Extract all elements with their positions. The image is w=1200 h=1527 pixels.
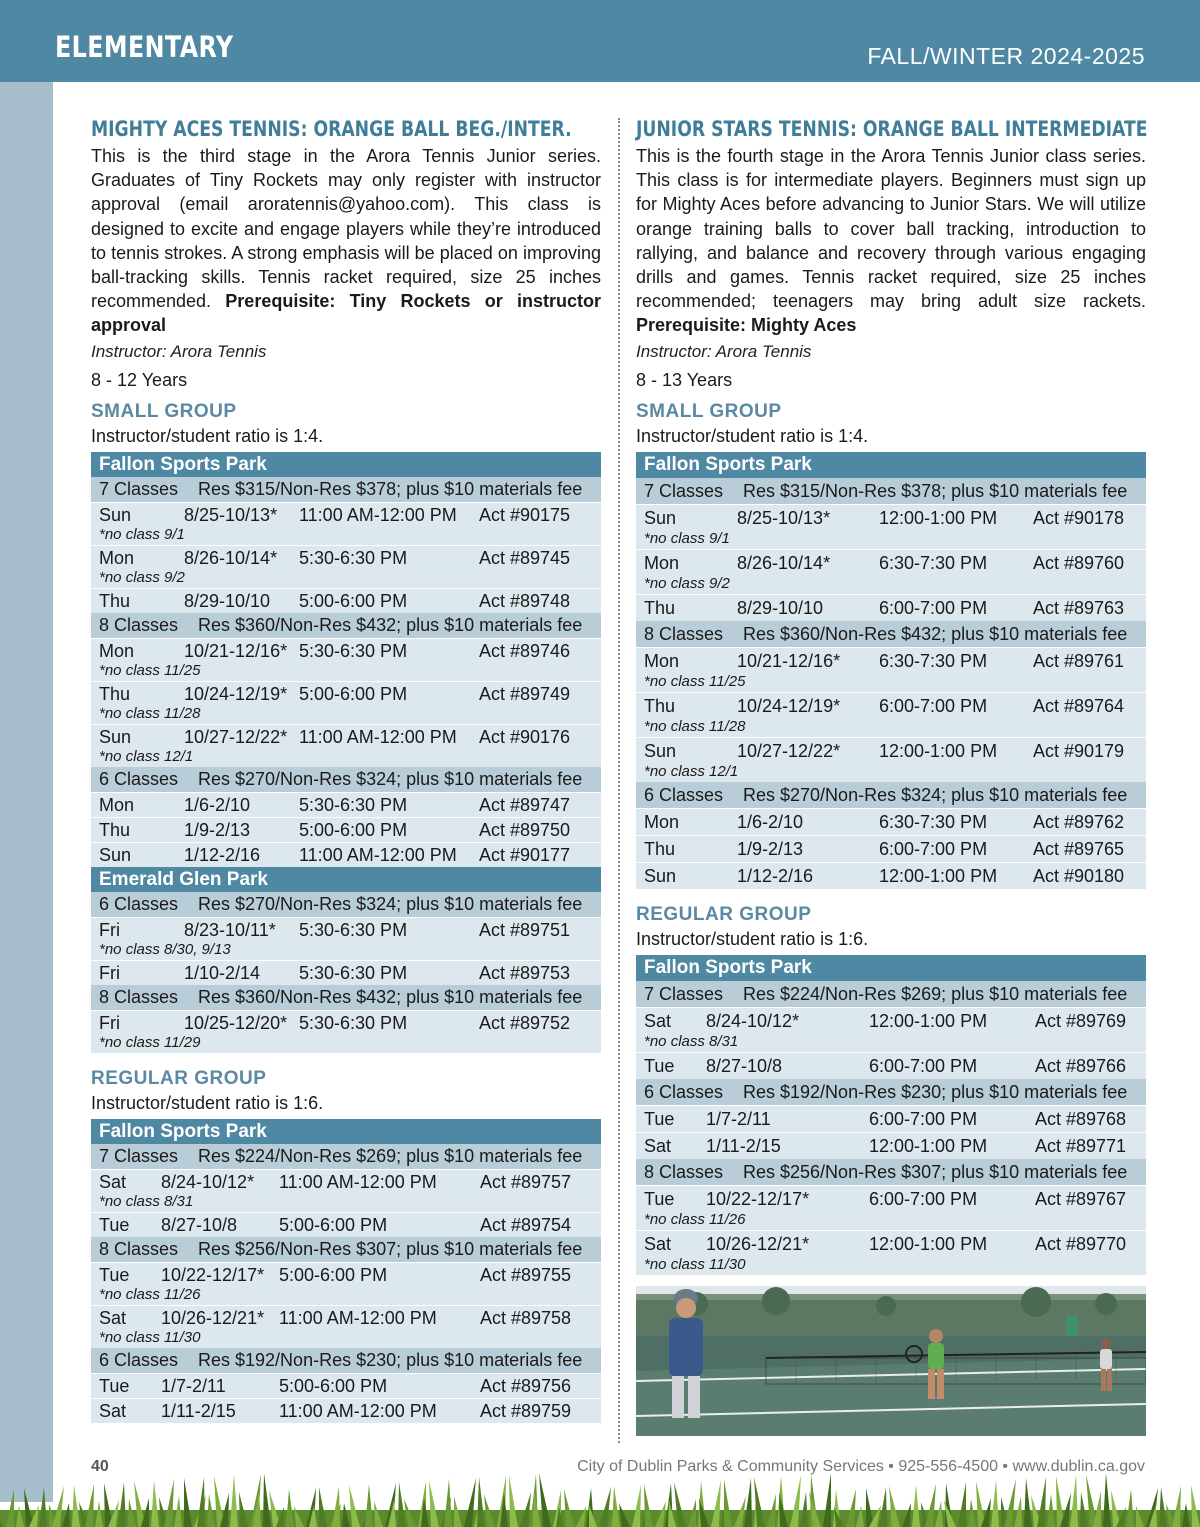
cell-day: Sun: [644, 740, 677, 761]
cell-time: 12:00-1:00 PM: [869, 1010, 988, 1031]
page-number: 40: [91, 1458, 109, 1475]
cell-act: Act #89762: [1033, 811, 1125, 832]
row-main: [644, 809, 1146, 835]
no-class-note: *no class 11/25: [99, 661, 201, 679]
regular-group-ratio: Instructor/student ratio is 1:6.: [636, 928, 869, 949]
row-main: [99, 1011, 601, 1035]
class-count: 6 Classes: [644, 1081, 724, 1102]
cell-dates: 10/22-12/17*: [706, 1188, 810, 1209]
cell-time: 6:30-7:30 PM: [879, 552, 988, 573]
cell-time: 5:00-6:00 PM: [299, 683, 408, 704]
class-count: 7 Classes: [644, 480, 724, 501]
table-row: [91, 638, 601, 681]
fee-band: [91, 477, 601, 502]
table-row: [91, 681, 601, 724]
fee-band: [91, 1144, 601, 1169]
cell-dates: 8/27-10/8: [161, 1214, 238, 1235]
cell-time: 6:00-7:00 PM: [869, 1055, 978, 1076]
cell-dates: 8/26-10/14*: [737, 552, 831, 573]
row-main: [99, 1399, 601, 1423]
cell-dates: 8/29-10/10: [737, 597, 824, 618]
cell-act: Act #90178: [1033, 507, 1125, 528]
table-row: [636, 549, 1146, 594]
cell-day: Thu: [99, 590, 131, 611]
schedule-table: [91, 1119, 601, 1423]
cell-time: 12:00-1:00 PM: [869, 1233, 988, 1254]
instructor: Instructor: Arora Tennis: [636, 341, 812, 361]
table-row: [91, 1262, 601, 1305]
cell-dates: 8/26-10/14*: [184, 547, 278, 568]
small-group-heading: SMALL GROUP: [636, 400, 782, 422]
cell-act: Act #90175: [479, 504, 571, 525]
cell-time: 11:00 AM-12:00 PM: [299, 726, 457, 747]
park-header: Fallon Sports Park: [91, 1119, 601, 1144]
cell-dates: 10/24-12/19*: [737, 695, 841, 716]
cell-act: Act #89761: [1033, 650, 1125, 671]
no-class-note: *no class 9/1: [99, 525, 185, 543]
small-group-heading: SMALL GROUP: [91, 400, 237, 422]
table-row: [636, 594, 1146, 621]
cell-act: Act #89770: [1035, 1233, 1127, 1254]
regular-group-ratio: Instructor/student ratio is 1:6.: [91, 1092, 324, 1113]
row-main: [644, 1186, 1146, 1212]
row-main: [644, 595, 1146, 621]
tennis-court-photo: [636, 1286, 1146, 1436]
cell-time: 11:00 AM-12:00 PM: [299, 504, 457, 525]
class-count: 7 Classes: [99, 1145, 179, 1166]
table-row: [91, 588, 601, 613]
left-column: [91, 115, 601, 1423]
cell-dates: 1/7-2/11: [706, 1108, 771, 1129]
course-description: This is the fourth stage in the Arora Tennis Junior class series. This class is for intermediate players. Beginners must sign up for Mighty Aces before advancing to Junior Stars. We will utilize orange training balls to cover ball tracking, introduction to rallying, and balance and recovery through various engaging drills and games. Tennis racket required, size 25 inches recommended; teenagers may bring adult size rackets. Prerequisite: Mighty Aces: [636, 146, 1146, 336]
section-title: ELEMENTARY: [55, 30, 234, 64]
fee-band: [91, 1348, 601, 1373]
cell-time: 11:00 AM-12:00 PM: [279, 1400, 437, 1421]
row-main: [644, 693, 1146, 719]
no-class-note: *no class 11/25: [644, 672, 746, 690]
row-main: [644, 505, 1146, 531]
cell-day: Tue: [644, 1108, 675, 1129]
cell-day: Thu: [644, 695, 676, 716]
row-main: [644, 648, 1146, 674]
cell-day: Sun: [99, 504, 132, 525]
small-group-ratio: Instructor/student ratio is 1:4.: [91, 425, 324, 446]
fee-band: [91, 1237, 601, 1262]
cell-time: 12:00-1:00 PM: [879, 507, 998, 528]
column-divider: [618, 118, 620, 1443]
table-row: [636, 504, 1146, 549]
cell-day: Sat: [99, 1307, 127, 1328]
cell-day: Fri: [99, 1012, 120, 1033]
fee-band: [636, 621, 1146, 647]
cell-dates: 1/11-2/15: [161, 1400, 236, 1421]
table-row: [91, 1373, 601, 1398]
no-class-note: *no class 8/30, 9/13: [99, 940, 231, 958]
cell-day: Sun: [644, 507, 677, 528]
row-main: [99, 503, 601, 527]
cell-act: Act #89771: [1035, 1135, 1127, 1156]
cell-dates: 10/27-12/22*: [184, 726, 288, 747]
fee-text: Res $270/Non-Res $324; plus $10 materials fee: [198, 893, 583, 914]
cell-dates: 8/27-10/8: [706, 1055, 783, 1076]
cell-dates: 1/7-2/11: [161, 1375, 226, 1396]
cell-dates: 1/6-2/10: [737, 811, 804, 832]
cell-time: 6:30-7:30 PM: [879, 650, 988, 671]
row-main: [644, 1053, 1146, 1079]
class-count: 8 Classes: [644, 623, 724, 644]
class-count: 8 Classes: [99, 614, 179, 635]
table-row: [636, 808, 1146, 835]
cell-time: 6:00-7:00 PM: [879, 695, 988, 716]
cell-dates: 8/24-10/12*: [706, 1010, 800, 1031]
row-main: [644, 1133, 1146, 1159]
no-class-note: *no class 11/28: [644, 717, 746, 735]
fee-text: Res $224/Non-Res $269; plus $10 materials fee: [743, 983, 1128, 1004]
no-class-note: *no class 9/2: [99, 568, 185, 586]
cell-day: Thu: [644, 597, 676, 618]
fee-band: [636, 981, 1146, 1007]
cell-day: Mon: [99, 640, 135, 661]
season-label: FALL/WINTER 2024-2025: [867, 43, 1145, 69]
cell-act: Act #90177: [479, 844, 571, 865]
cell-act: Act #89755: [480, 1264, 572, 1285]
table-row: [91, 960, 601, 985]
right-column: [636, 115, 1146, 1275]
table-row: [91, 792, 601, 817]
course-description: This is the third stage in the Arora Tennis Junior series. Graduates of Tiny Rockets may only register with instructor approval (email aroratennis@yahoo.com). This class is designed to excite and engage players while they’re introduced to tennis strokes. A strong emphasis will be placed on improving ball-tracking skills. Tennis racket required, size 25 inches recommended. Prerequisite: Tiny Rockets or instructor approval: [91, 146, 601, 336]
fee-text: Res $192/Non-Res $230; plus $10 materials fee: [743, 1081, 1128, 1102]
fee-band: [91, 613, 601, 638]
cell-day: Mon: [99, 794, 135, 815]
table-row: [91, 917, 601, 960]
row-main: [99, 589, 601, 613]
cell-time: 5:00-6:00 PM: [299, 819, 408, 840]
row-main: [644, 1231, 1146, 1257]
row-main: [99, 961, 601, 985]
cell-act: Act #90180: [1033, 865, 1125, 886]
cell-day: Sat: [99, 1171, 127, 1192]
cell-dates: 10/21-12/16*: [184, 640, 288, 661]
cell-dates: 1/9-2/13: [184, 819, 251, 840]
row-main: [99, 1263, 601, 1287]
cell-day: Mon: [644, 650, 680, 671]
cell-act: Act #89758: [480, 1307, 572, 1328]
no-class-note: *no class 11/28: [99, 704, 201, 722]
cell-act: Act #89750: [479, 819, 571, 840]
cell-day: Tue: [99, 1375, 130, 1396]
row-main: [99, 1170, 601, 1194]
row-main: [99, 843, 601, 867]
no-class-note: *no class 11/30: [99, 1328, 201, 1346]
cell-time: 6:00-7:00 PM: [879, 597, 988, 618]
no-class-note: *no class 12/1: [99, 747, 194, 765]
course-title: MIGHTY ACES TENNIS: ORANGE BALL BEG./INTER.: [91, 117, 572, 141]
tennis-photo-illustration: [636, 1286, 1146, 1436]
cell-act: Act #89751: [479, 919, 571, 940]
cell-dates: 1/11-2/15: [706, 1135, 781, 1156]
fee-band: [636, 1079, 1146, 1105]
cell-time: 5:30-6:30 PM: [299, 962, 408, 983]
row-main: [644, 863, 1146, 889]
cell-day: Sun: [99, 844, 132, 865]
instructor: Instructor: Arora Tennis: [91, 341, 267, 361]
cell-time: 12:00-1:00 PM: [879, 865, 998, 886]
cell-time: 6:00-7:00 PM: [869, 1108, 978, 1129]
left-sidebar-strip: [0, 82, 53, 1502]
cell-day: Tue: [99, 1214, 130, 1235]
regular-group-heading: REGULAR GROUP: [91, 1067, 267, 1089]
cell-dates: 1/10-2/14: [184, 962, 261, 983]
row-main: [99, 1306, 601, 1330]
fee-text: Res $315/Non-Res $378; plus $10 materials fee: [198, 478, 583, 499]
table-row: [636, 1052, 1146, 1079]
cell-act: Act #89753: [479, 962, 571, 983]
cell-day: Fri: [99, 962, 120, 983]
cell-dates: 10/26-12/21*: [706, 1233, 810, 1254]
cell-dates: 10/22-12/17*: [161, 1264, 265, 1285]
table-row: [91, 817, 601, 842]
cell-day: Sun: [99, 726, 132, 747]
grass-decoration: [0, 1470, 1200, 1527]
cell-act: Act #89763: [1033, 597, 1125, 618]
fee-band: [91, 892, 601, 917]
cell-act: Act #89747: [479, 794, 571, 815]
cell-act: Act #90176: [479, 726, 571, 747]
cell-dates: 1/12-2/16: [184, 844, 261, 865]
class-count: 6 Classes: [99, 768, 179, 789]
row-main: [99, 1213, 601, 1237]
class-count: 6 Classes: [99, 893, 179, 914]
cell-dates: 8/25-10/13*: [184, 504, 278, 525]
park-header: Emerald Glen Park: [91, 867, 601, 892]
fee-band: [91, 767, 601, 792]
course-title: JUNIOR STARS TENNIS: ORANGE BALL INTERMEDIATE: [636, 117, 1148, 141]
row-main: [99, 818, 601, 842]
fee-text: Res $192/Non-Res $230; plus $10 materials fee: [198, 1349, 583, 1370]
schedule-table: [91, 452, 601, 1053]
fee-text: Res $256/Non-Res $307; plus $10 materials fee: [743, 1161, 1128, 1182]
cell-time: 11:00 AM-12:00 PM: [279, 1307, 437, 1328]
table-row: [636, 1105, 1146, 1132]
table-row: [91, 1169, 601, 1212]
table-row: [636, 862, 1146, 889]
no-class-note: *no class 11/26: [644, 1210, 746, 1228]
cell-dates: 8/23-10/11*: [184, 919, 276, 940]
table-row: [91, 1212, 601, 1237]
no-class-note: *no class 12/1: [644, 762, 739, 780]
cell-act: Act #89764: [1033, 695, 1125, 716]
table-row: [636, 737, 1146, 782]
regular-group-heading: REGULAR GROUP: [636, 903, 812, 925]
cell-time: 5:30-6:30 PM: [299, 1012, 408, 1033]
cell-day: Mon: [99, 547, 135, 568]
cell-day: Tue: [644, 1188, 675, 1209]
fee-band: [636, 478, 1146, 504]
fee-text: Res $270/Non-Res $324; plus $10 materials fee: [743, 784, 1128, 805]
fee-band: [636, 1159, 1146, 1185]
table-row: [636, 1230, 1146, 1275]
no-class-note: *no class 11/30: [644, 1255, 746, 1273]
cell-time: 11:00 AM-12:00 PM: [299, 844, 457, 865]
row-main: [99, 639, 601, 663]
cell-dates: 10/24-12/19*: [184, 683, 288, 704]
cell-act: Act #89765: [1033, 838, 1125, 859]
cell-act: Act #89760: [1033, 552, 1125, 573]
row-main: [644, 1106, 1146, 1132]
row-main: [644, 550, 1146, 576]
cell-act: Act #89757: [480, 1171, 572, 1192]
row-main: [99, 1374, 601, 1398]
cell-day: Thu: [644, 838, 676, 859]
table-row: [91, 842, 601, 867]
row-main: [99, 725, 601, 749]
cell-time: 11:00 AM-12:00 PM: [279, 1171, 437, 1192]
small-group-ratio: Instructor/student ratio is 1:4.: [636, 425, 869, 446]
cell-time: 5:00-6:00 PM: [299, 590, 408, 611]
cell-time: 6:30-7:30 PM: [879, 811, 988, 832]
cell-act: Act #89767: [1035, 1188, 1127, 1209]
class-count: 8 Classes: [644, 1161, 724, 1182]
table-row: [636, 1185, 1146, 1230]
row-main: [99, 546, 601, 570]
no-class-note: *no class 9/1: [644, 529, 730, 547]
class-count: 6 Classes: [644, 784, 724, 805]
cell-day: Mon: [644, 811, 680, 832]
fee-band: [636, 782, 1146, 808]
row-main: [644, 836, 1146, 862]
no-class-note: *no class 8/31: [644, 1032, 739, 1050]
age-range: 8 - 12 Years: [91, 369, 188, 390]
cell-day: Sat: [644, 1135, 672, 1156]
class-count: 8 Classes: [99, 986, 179, 1007]
class-count: 7 Classes: [99, 478, 179, 499]
cell-act: Act #90179: [1033, 740, 1125, 761]
cell-day: Sun: [644, 865, 677, 886]
cell-time: 5:00-6:00 PM: [279, 1214, 388, 1235]
cell-act: Act #89748: [479, 590, 571, 611]
cell-time: 5:30-6:30 PM: [299, 919, 408, 940]
footer-contact: City of Dublin Parks & Community Services • 925-556-4500 • www.dublin.ca.gov: [577, 1458, 1145, 1475]
row-main: [99, 793, 601, 817]
fee-band: [91, 985, 601, 1010]
fee-text: Res $360/Non-Res $432; plus $10 materials fee: [198, 986, 583, 1007]
row-main: [99, 682, 601, 706]
table-row: [91, 502, 601, 545]
no-class-note: *no class 11/26: [99, 1285, 201, 1303]
age-range: 8 - 13 Years: [636, 369, 733, 390]
fee-text: Res $256/Non-Res $307; plus $10 materials fee: [198, 1238, 583, 1259]
cell-act: Act #89752: [479, 1012, 571, 1033]
row-main: [99, 918, 601, 942]
cell-time: 5:30-6:30 PM: [299, 640, 408, 661]
cell-time: 12:00-1:00 PM: [869, 1135, 988, 1156]
fee-text: Res $224/Non-Res $269; plus $10 materials fee: [198, 1145, 583, 1166]
cell-day: Tue: [99, 1264, 130, 1285]
cell-dates: 10/26-12/21*: [161, 1307, 265, 1328]
cell-dates: 8/24-10/12*: [161, 1171, 255, 1192]
cell-day: Thu: [99, 683, 131, 704]
class-count: 8 Classes: [99, 1238, 179, 1259]
class-count: 6 Classes: [99, 1349, 179, 1370]
cell-act: Act #89769: [1035, 1010, 1127, 1031]
table-row: [636, 1007, 1146, 1052]
table-row: [636, 647, 1146, 692]
cell-day: Fri: [99, 919, 120, 940]
cell-day: Sat: [644, 1233, 672, 1254]
cell-act: Act #89768: [1035, 1108, 1127, 1129]
table-row: [636, 692, 1146, 737]
park-header: Fallon Sports Park: [636, 452, 1146, 478]
table-row: [91, 1305, 601, 1348]
cell-dates: 10/21-12/16*: [737, 650, 841, 671]
cell-day: Sat: [644, 1010, 672, 1031]
cell-dates: 1/12-2/16: [737, 865, 814, 886]
fee-text: Res $360/Non-Res $432; plus $10 materials fee: [743, 623, 1128, 644]
cell-time: 5:30-6:30 PM: [299, 794, 408, 815]
cell-act: Act #89756: [480, 1375, 572, 1396]
no-class-note: *no class 11/29: [99, 1033, 201, 1051]
table-row: [636, 835, 1146, 862]
top-banner: [0, 0, 1200, 82]
cell-dates: 10/27-12/22*: [737, 740, 841, 761]
cell-act: Act #89754: [480, 1214, 572, 1235]
table-row: [636, 1132, 1146, 1159]
cell-time: 6:00-7:00 PM: [869, 1188, 978, 1209]
fee-text: Res $270/Non-Res $324; plus $10 materials fee: [198, 768, 583, 789]
no-class-note: *no class 8/31: [99, 1192, 194, 1210]
row-main: [644, 1008, 1146, 1034]
no-class-note: *no class 9/2: [644, 574, 730, 592]
cell-day: Tue: [644, 1055, 675, 1076]
table-row: [91, 1010, 601, 1053]
cell-act: Act #89749: [479, 683, 571, 704]
table-row: [91, 545, 601, 588]
class-count: 7 Classes: [644, 983, 724, 1004]
cell-dates: 1/9-2/13: [737, 838, 804, 859]
park-header: Fallon Sports Park: [91, 452, 601, 477]
fee-text: Res $360/Non-Res $432; plus $10 materials fee: [198, 614, 583, 635]
schedule-table: [636, 955, 1146, 1275]
cell-time: 5:30-6:30 PM: [299, 547, 408, 568]
cell-act: Act #89746: [479, 640, 571, 661]
cell-act: Act #89766: [1035, 1055, 1127, 1076]
cell-time: 6:00-7:00 PM: [879, 838, 988, 859]
table-row: [91, 1398, 601, 1423]
cell-time: 5:00-6:00 PM: [279, 1264, 388, 1285]
row-main: [644, 738, 1146, 764]
cell-act: Act #89745: [479, 547, 571, 568]
schedule-table: [636, 452, 1146, 889]
cell-time: 5:00-6:00 PM: [279, 1375, 388, 1396]
cell-dates: 8/29-10/10: [184, 590, 271, 611]
table-row: [91, 724, 601, 767]
cell-time: 12:00-1:00 PM: [879, 740, 998, 761]
cell-dates: 1/6-2/10: [184, 794, 251, 815]
cell-act: Act #89759: [480, 1400, 572, 1421]
cell-day: Thu: [99, 819, 131, 840]
park-header: Fallon Sports Park: [636, 955, 1146, 981]
cell-day: Sat: [99, 1400, 127, 1421]
fee-text: Res $315/Non-Res $378; plus $10 materials fee: [743, 480, 1128, 501]
cell-dates: 8/25-10/13*: [737, 507, 831, 528]
cell-day: Mon: [644, 552, 680, 573]
cell-dates: 10/25-12/20*: [184, 1012, 288, 1033]
